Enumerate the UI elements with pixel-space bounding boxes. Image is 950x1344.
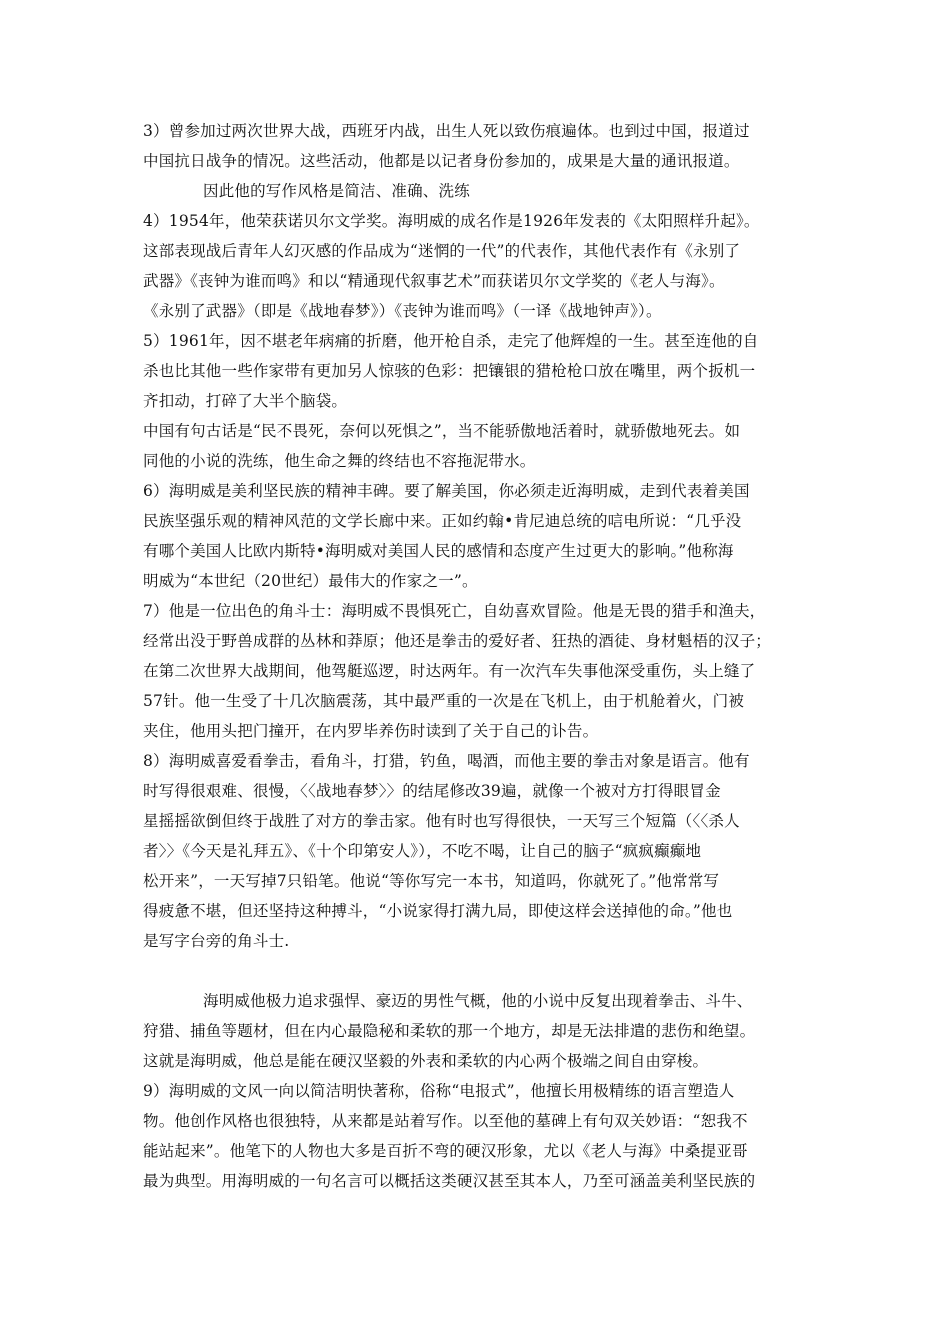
text-line: 物。他创作风格也很独特，从来都是站着写作。以至他的墓碑上有句双关妙语：“恕我不 bbox=[143, 1112, 748, 1130]
text-line: 有哪个美国人比欧内斯特•海明威对美国人民的感情和态度产生过更大的影响。”他称海 bbox=[143, 542, 734, 560]
text-line: 海明威他极力追求强悍、豪迈的男性气概，他的小说中反复出现着拳击、斗牛、 bbox=[203, 992, 753, 1010]
document-body bbox=[143, 116, 823, 1196]
text-line: 8）海明威喜爱看拳击，看角斗，打猎，钓鱼，喝酒，而他主要的拳击对象是语言。他有 bbox=[143, 752, 750, 770]
text-line: 星摇摇欲倒但终于战胜了对方的拳击家。他有时也写得很快，一天写三个短篇（〈〈杀人 bbox=[143, 812, 740, 830]
text-line: 时写得很艰难、很慢，〈〈战地春梦〉〉的结尾修改39遍，就像一个被对方打得眼冒金 bbox=[143, 782, 721, 800]
text-line: 57针。他一生受了十几次脑震荡，其中最严重的一次是在飞机上，由于机舱着火，门被 bbox=[143, 692, 745, 710]
text-line: 夹住，他用头把门撞开，在内罗毕养伤时读到了关于自己的讣告。 bbox=[143, 722, 599, 740]
text-line: 中国有句古话是“民不畏死，奈何以死惧之”，当不能骄傲地活着时，就骄傲地死去。如 bbox=[143, 422, 741, 440]
text-line: 是写字台旁的角斗士. bbox=[143, 932, 290, 950]
text-line: 明威为“本世纪（20世纪）最伟大的作家之一”。 bbox=[143, 572, 478, 590]
text-line: 中国抗日战争的情况。这些活动，他都是以记者身份参加的，成果是大量的通讯报道。 bbox=[143, 152, 740, 170]
text-line: 3）曾参加过两次世界大战，西班牙内战，出生人死以致伤痕遍体。也到过中国，报道过 bbox=[143, 122, 750, 140]
text-line: 这就是海明威，他总是能在硬汉坚毅的外表和柔软的内心两个极端之间自由穿梭。 bbox=[143, 1052, 709, 1070]
text-line: 6）海明威是美利坚民族的精神丰碑。要了解美国，你必须走近海明威，走到代表着美国 bbox=[143, 482, 750, 500]
text-line: 得疲惫不堪，但还坚持这种搏斗，“小说家得打满九局，即使这样会送掉他的命。”他也 bbox=[143, 902, 733, 920]
text-line: 武器》《丧钟为谁而鸣》和以“精通现代叙事艺术”而获诺贝尔文学奖的《老人与海》。 bbox=[143, 272, 725, 290]
text-line: 在第二次世界大战期间，他驾艇巡逻，时达两年。有一次汽车失事他深受重伤，头上缝了 bbox=[143, 662, 756, 680]
text-line: 杀也比其他一些作家带有更加另人惊骇的色彩：把镶银的猎枪枪口放在嘴里，两个扳机一 bbox=[143, 362, 756, 380]
text-line: 5）1961年，因不堪老年病痛的折磨，他开枪自杀，走完了他辉煌的一生。甚至连他的自 bbox=[143, 332, 759, 350]
text-line: 7）他是一位出色的角斗士：海明威不畏惧死亡，自幼喜欢冒险。他是无畏的猎手和渔夫， bbox=[143, 602, 766, 620]
text-line: 民族坚强乐观的精神风范的文学长廊中来。正如约翰•肯尼迪总统的唁电所说：“几乎没 bbox=[143, 512, 742, 530]
text-line: 齐扣动，打碎了大半个脑袋。 bbox=[143, 392, 348, 410]
text-line: 经常出没于野兽成群的丛林和莽原；他还是拳击的爱好者、狂热的酒徒、身材魁梧的汉子； bbox=[143, 632, 772, 650]
blank-line bbox=[143, 956, 823, 986]
text-line: 因此他的写作风格是简洁、准确、洗练 bbox=[203, 182, 470, 200]
text-line: 《永别了武器》（即是《战地春梦》）《丧钟为谁而鸣》（一译《战地钟声》）。 bbox=[143, 302, 662, 320]
text-line: 同他的小说的洗练，他生命之舞的终结也不容拖泥带水。 bbox=[143, 452, 536, 470]
text-line: 这部表现战后青年人幻灭感的作品成为“迷惘的一代”的代表作，其他代表作有《永别了 bbox=[143, 242, 741, 260]
text-line: 最为典型。用海明威的一句名言可以概括这类硬汉甚至其本人，乃至可涵盖美利坚民族的 bbox=[143, 1172, 756, 1190]
text-line: 狩猎、捕鱼等题材，但在内心最隐秘和柔软的那一个地方，却是无法排遣的悲伤和绝望。 bbox=[143, 1022, 756, 1040]
text-line: 9）海明威的文风一向以简洁明快著称，俗称“电报式”，他擅长用极精练的语言塑造人 bbox=[143, 1082, 735, 1100]
text-line: 能站起来”。他笔下的人物也大多是百折不弯的硬汉形象，尤以《老人与海》中桑提亚哥 bbox=[143, 1142, 748, 1160]
text-line: 4）1954年，他荣获诺贝尔文学奖。海明威的成名作是1926年发表的《太阳照样升起》。 bbox=[143, 212, 760, 230]
text-line: 松开来”，一天写掉7只铅笔。他说“等你写完一本书，知道吗，你就死了。”他常常写 bbox=[143, 872, 720, 890]
text-line: 者〉〉《今天是礼拜五》、《十个印第安人》），不吃不喝，让自己的脑子“疯疯癫癫地 bbox=[143, 842, 702, 860]
